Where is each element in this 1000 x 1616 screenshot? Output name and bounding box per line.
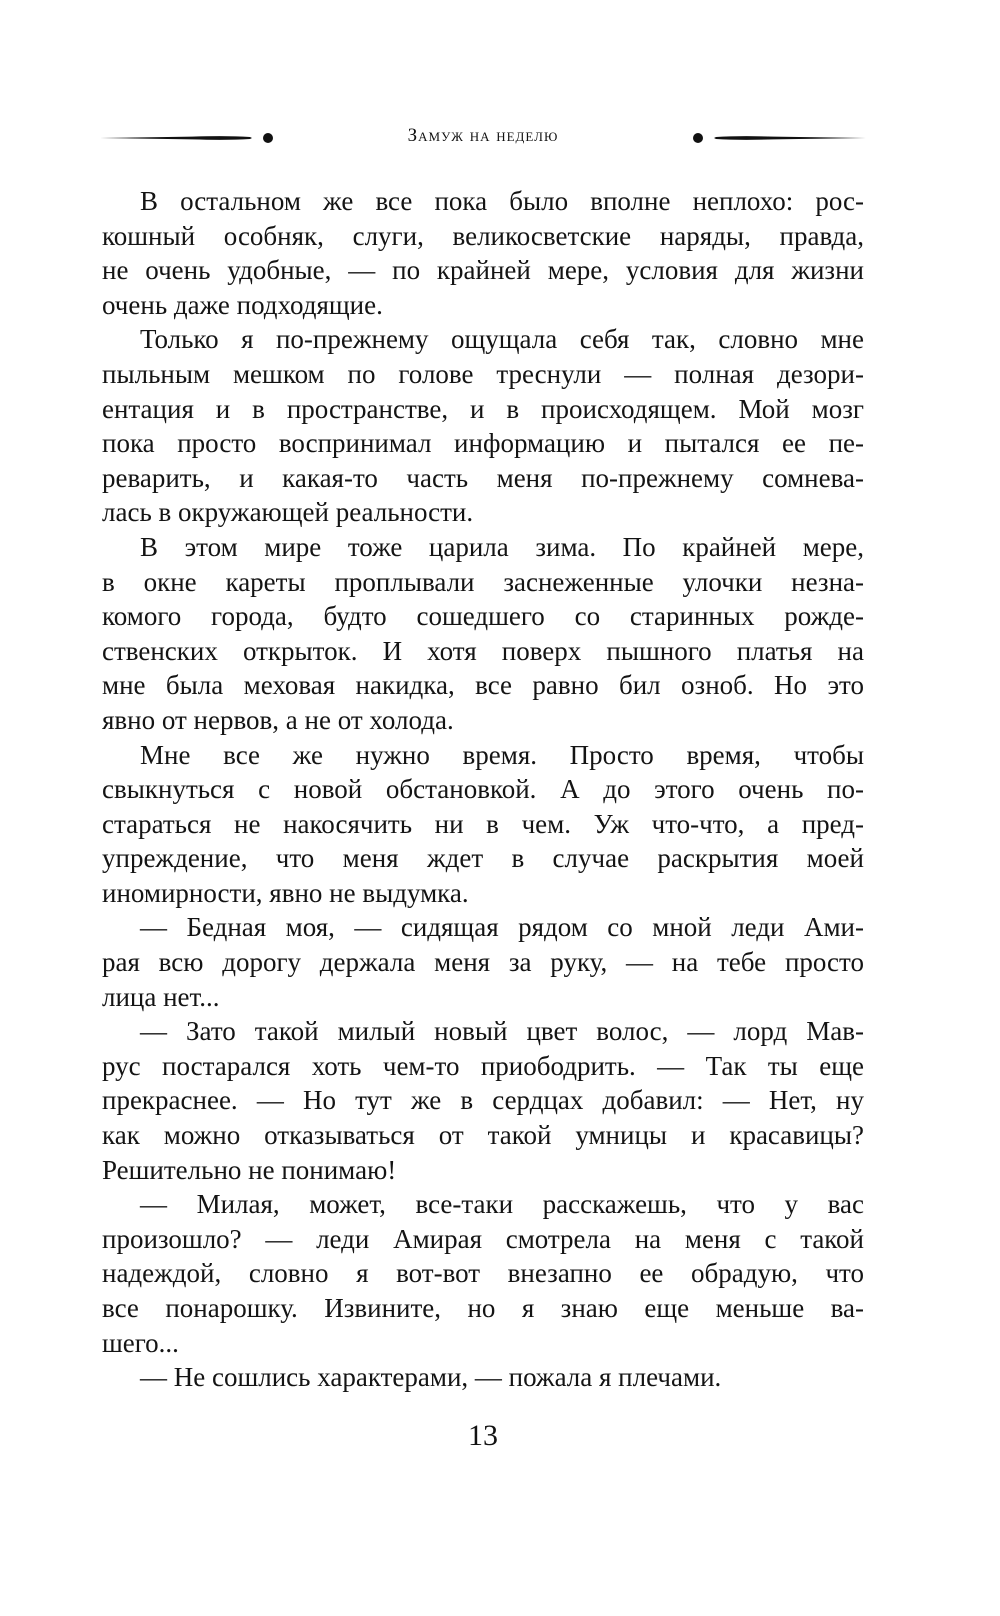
text-line: комого города, будто сошедшего со старинных рожде-	[102, 601, 864, 632]
text-line: лица нет...	[102, 981, 220, 1012]
page-number: 13	[468, 1419, 498, 1452]
text-line: — Не сошлись характерами, — пожала я плечами.	[140, 1362, 722, 1393]
text-line: ентация и в пространстве, и в происходящем. Мой мозг	[102, 393, 864, 424]
text-line: Решительно не понимаю!	[102, 1154, 397, 1185]
text-line: В остальном же все пока было вполне неплохо: рос-	[140, 186, 864, 216]
paragraph	[102, 1014, 864, 1187]
text-line: ственских открыток. И хотя поверх пышного платья на	[102, 635, 864, 666]
text-line: пыльным мешком по голове треснули — полная дезори-	[102, 358, 864, 389]
text-line: реварить, и какая-то часть меня по-прежнему сомнева-	[102, 462, 864, 493]
paragraph	[102, 322, 864, 530]
text-line: шего...	[102, 1327, 179, 1358]
text-line: кошный особняк, слуги, великосветские наряды, правда,	[102, 220, 864, 251]
paragraph	[102, 184, 864, 322]
text-line: стараться не накосячить ни в чем. Уж что-что, а пред-	[102, 808, 864, 839]
paragraph	[102, 530, 864, 738]
text-line: лась в окружающей реальности.	[102, 497, 474, 528]
text-line: Только я по-прежнему ощущала себя так, словно мне	[140, 324, 864, 355]
running-head-title: Замуж на неделю	[407, 125, 559, 146]
text-line: явно от нервов, а не от холода.	[102, 704, 454, 735]
text-line: упреждение, что меня ждет в случае раскрытия моей	[102, 843, 864, 874]
text-line: произошло? — леди Амирая смотрела на меня с такой	[102, 1223, 864, 1254]
text-line: свыкнуться с новой обстановкой. А до этого очень по-	[102, 774, 864, 805]
text-line: мне была меховая накидка, все равно бил озноб. Но это	[102, 670, 864, 701]
text-line: — Зато такой милый новый цвет волос, — лорд Мав-	[140, 1016, 864, 1047]
text-line: надеждой, словно я вот-вот внезапно ее обрадую, что	[102, 1258, 864, 1289]
body-text	[102, 184, 864, 1395]
text-line: как можно отказываться от такой умницы и красавицы?	[102, 1120, 864, 1151]
right-ornament-icon	[676, 126, 866, 150]
text-line: прекраснее. — Но тут же в сердцах добавил: — Нет, ну	[102, 1085, 864, 1116]
text-line: В этом мире тоже царила зима. По крайней мере,	[140, 531, 864, 562]
text-line: — Бедная моя, — сидящая рядом со мной леди Ами-	[140, 912, 864, 943]
running-header	[100, 118, 866, 158]
text-line: не очень удобные, — по крайней мере, условия для жизни	[102, 255, 864, 286]
text-line: иномирности, явно не выдумка.	[102, 877, 469, 908]
text-line: все понарошку. Извините, но я знаю еще меньше ва-	[102, 1293, 864, 1323]
paragraph	[102, 1187, 864, 1360]
text-line: рая всю дорогу держала меня за руку, — на тебе просто	[102, 947, 864, 978]
text-line: очень даже подходящие.	[102, 289, 383, 320]
text-line: в окне кареты проплывали заснеженные улочки незна-	[102, 566, 864, 597]
text-line: Мне все же нужно время. Просто время, чтобы	[140, 739, 864, 770]
text-line: — Милая, может, все-таки расскажешь, что у вас	[140, 1189, 864, 1220]
text-line: пока просто воспринимал информацию и пытался ее пе-	[102, 428, 864, 459]
paragraph	[102, 738, 864, 911]
paragraph	[102, 1360, 864, 1395]
paragraph	[102, 910, 864, 1014]
text-line: рус постарался хоть чем-то приободрить. — Так ты еще	[102, 1050, 864, 1081]
